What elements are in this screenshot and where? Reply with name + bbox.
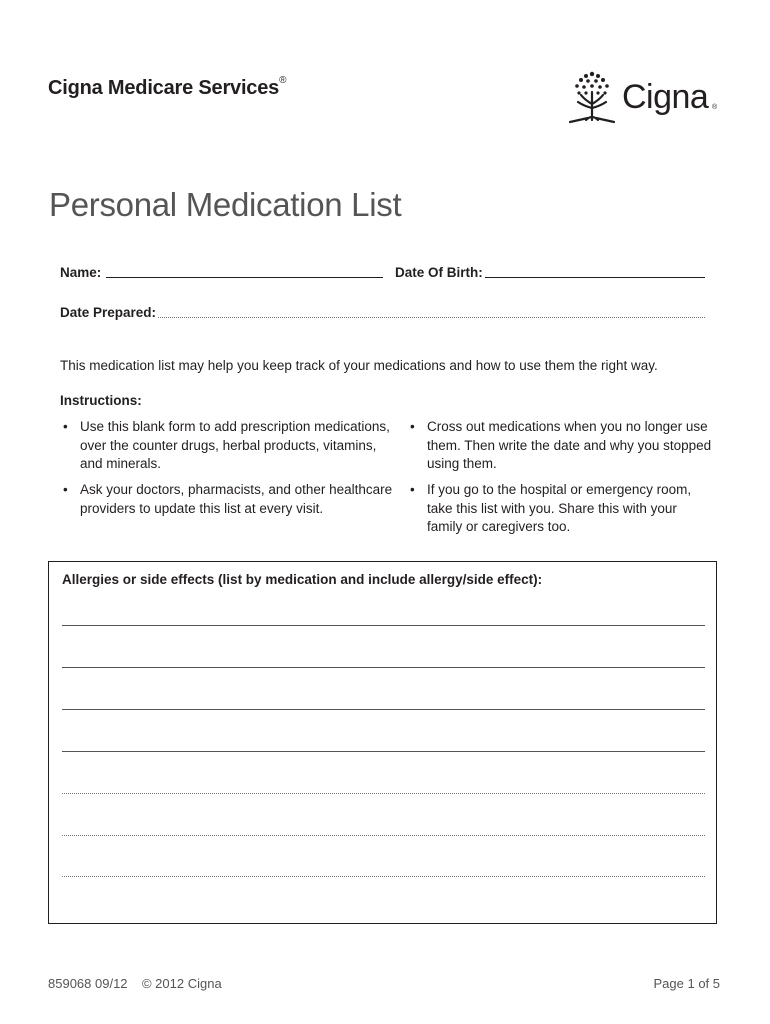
instruction-item — [63, 418, 393, 474]
instruction-text: If you go to the hospital or emergency room, take this list with you. Share this with your family or caregivers too. — [427, 482, 692, 534]
name-field[interactable] — [106, 277, 383, 278]
bullet-icon: • — [410, 482, 415, 497]
brand-text: Cigna Medicare Services — [48, 77, 280, 99]
allergies-label: Allergies or side effects (list by medication and include allergy/side effect): — [62, 572, 543, 587]
allergies-entry-line[interactable] — [62, 625, 705, 626]
allergies-entry-line[interactable] — [62, 793, 705, 794]
footer-info — [48, 976, 222, 991]
instruction-item — [410, 418, 715, 474]
page-title: Personal Medication List — [49, 186, 402, 223]
date-prepared-label: Date Prepared: — [60, 305, 157, 320]
date-of-birth-field[interactable] — [485, 277, 705, 278]
page-number: Page 1 of 5 — [653, 976, 720, 991]
instructions-heading: Instructions: — [60, 393, 142, 408]
copyright: © 2012 Cigna — [141, 976, 222, 991]
logo-wordmark: Cigna — [622, 78, 709, 116]
tree-of-life-icon — [566, 68, 618, 126]
date-prepared-field[interactable] — [158, 317, 705, 318]
allergies-entry-line[interactable] — [62, 876, 705, 877]
date-of-birth-label: Date Of Birth: — [395, 265, 483, 280]
instruction-item — [63, 481, 393, 518]
allergies-entry-line[interactable] — [62, 751, 705, 752]
brand-registered-mark: ® — [279, 75, 287, 86]
allergies-entry-line[interactable] — [62, 835, 705, 836]
instruction-text: Ask your doctors, pharmacists, and other healthcare providers to update this list at every visit. — [80, 482, 393, 516]
allergies-entry-line[interactable] — [62, 709, 705, 710]
allergies-box — [48, 561, 717, 924]
bullet-icon: • — [63, 482, 68, 497]
instruction-item — [410, 481, 715, 537]
instruction-text: Cross out medications when you no longer use them. Then write the date and why you stopped using them. — [427, 419, 712, 471]
brand-title — [48, 77, 286, 100]
allergies-entry-line[interactable] — [62, 667, 705, 668]
bullet-icon: • — [63, 419, 68, 434]
logo-registered-mark: ® — [712, 104, 718, 111]
name-label: Name: — [60, 265, 102, 280]
bullet-icon: • — [410, 419, 415, 434]
intro-text: This medication list may help you keep track of your medications and how to use them the right way. — [60, 358, 658, 373]
cigna-logo — [566, 68, 726, 126]
instruction-text: Use this blank form to add prescription medications, over the counter drugs, herbal products, vitamins, and minerals. — [80, 419, 390, 471]
form-code: 859068 09/12 — [48, 976, 128, 991]
